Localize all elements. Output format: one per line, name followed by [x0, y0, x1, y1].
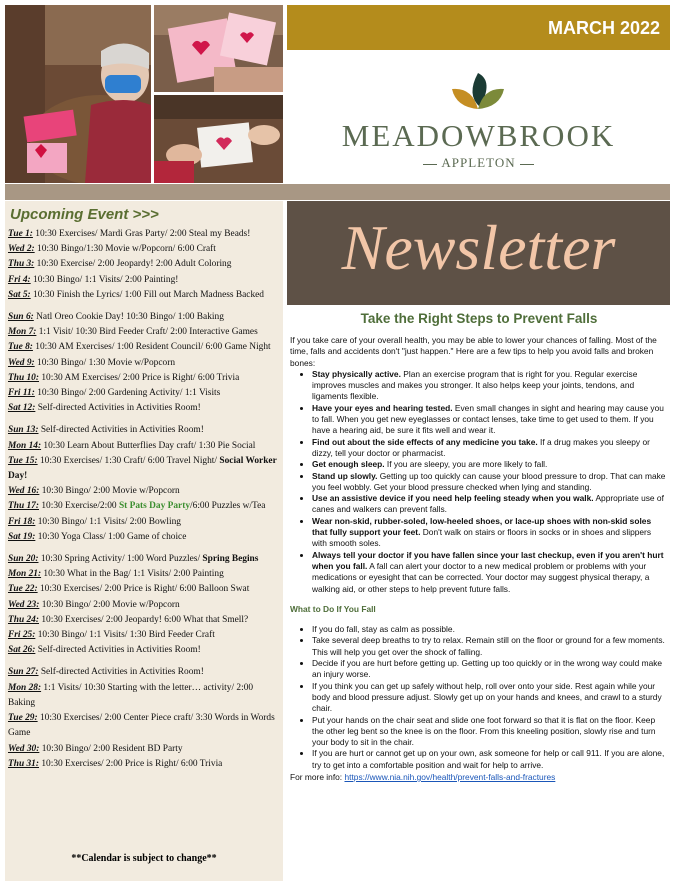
week-gap	[8, 658, 282, 665]
tip-text: Don't walk on stairs or floors in socks or in shoes and slippers with smooth soles.	[312, 527, 652, 549]
entry-text: 10:30 Bingo/ 2:00 Movie w/Popcorn	[39, 486, 180, 497]
upcoming-events-panel	[5, 201, 283, 881]
tip-bold: Get enough sleep.	[312, 459, 385, 470]
entry-text: 10:30 Bingo/ 2:00 Movie w/Popcorn	[39, 599, 180, 610]
entry-text: 10:30 AM Exercises/ 2:00 Price is Right/ 6:00 Trivia	[39, 372, 240, 383]
tip-item	[312, 550, 668, 595]
month-banner	[287, 5, 670, 50]
tip-item	[312, 516, 668, 550]
week-gap	[8, 416, 282, 423]
entry-text: 10:30 Bingo/1:30 Movie w/Popcorn/ 6:00 Craft	[34, 244, 216, 255]
entry-date: Mon 21:	[8, 569, 42, 580]
tip-item	[312, 471, 668, 494]
calendar-entry	[8, 288, 282, 303]
entry-date: Wed 16:	[8, 486, 40, 497]
entry-date: Sat 12:	[8, 403, 36, 414]
entry-text: 10:30 Exercise/2:00	[39, 501, 119, 512]
article-intro: If you take care of your overall health, you may be able to lower your chances of falling. Most of the time, falls and accidents don't "just happen." Here are a few tips to help you avoid falls and broken bones:	[290, 335, 657, 368]
newsletter-banner	[287, 201, 670, 305]
calendar-note: **Calendar is subject to change**	[71, 853, 217, 864]
tip-item	[312, 493, 668, 516]
more-info	[290, 772, 668, 783]
week-gap	[8, 545, 282, 552]
tip-text: Getting up too quickly can cause your blood pressure to drop. That can make you feel wobbly. Get your blood pressure checked when lying and standing.	[312, 470, 666, 492]
calendar-entry	[8, 552, 282, 567]
calendar-entry	[8, 643, 282, 658]
tip-bold: Stay physically active.	[312, 368, 401, 379]
tip-bold: Have your eyes and hearing tested.	[312, 402, 453, 413]
entry-text: Self-directed Activities in Activities Room!	[35, 645, 201, 656]
step-item: • Take several deep breaths to try to relax. Remain still on the floor or ground for a few moments. This will help you get over the shock of falling.	[312, 635, 668, 658]
calendar-entry	[8, 257, 282, 272]
tip-text: Appropriate use of canes and walkers can prevent falls.	[312, 493, 664, 515]
entry-date: Sun 20:	[8, 554, 39, 565]
entry-date: Tue 29:	[8, 713, 38, 724]
calendar-entry	[8, 242, 282, 257]
calendar-entry	[8, 454, 282, 484]
entry-date: Sun 6:	[8, 312, 34, 323]
location-text: APPLETON	[441, 155, 516, 170]
entry-text: 10:30 Exercises/ 2:00 Price is Right/ 6:00 Balloon Swat	[37, 584, 250, 595]
entry-text: Self-directed Activities in Activities Room!	[38, 667, 204, 678]
calendar-entry	[8, 582, 282, 597]
entry-date: Wed 2:	[8, 244, 35, 255]
entry-date: Wed 9:	[8, 357, 35, 368]
entry-date: Tue 1:	[8, 229, 33, 239]
tip-bold: Use an assistive device if you need help feeling steady when you walk.	[312, 493, 594, 504]
entry-date: Mon 7:	[8, 327, 37, 338]
entry-date: Thu 31:	[8, 758, 39, 769]
calendar-entry	[8, 665, 282, 680]
more-info-label: For more info:	[290, 771, 345, 782]
entry-date: Fri 18:	[8, 516, 36, 527]
entry-date: Sun 27:	[8, 667, 39, 678]
calendar-entry	[8, 386, 282, 401]
entry-text: 10:30 Exercises/ 1:30 Craft/ 6:00 Travel Night/	[37, 455, 220, 466]
step-item: • If you do fall, stay as calm as possible.	[312, 624, 668, 635]
entry-text: 10:30 Bingo/ 1:30 Movie w/Popcorn	[34, 357, 176, 368]
tip-item	[312, 369, 668, 403]
article-heading: Take the Right Steps to Prevent Falls	[360, 311, 598, 326]
entry-date: Tue 22:	[8, 584, 38, 595]
entry-date: Tue 8:	[8, 342, 33, 353]
entry-text-tail: /6:00 Puzzles w/Tea	[190, 501, 266, 512]
entry-text: 10:30 Exercises/ Mardi Gras Party/ 2:00 Steal my Beads!	[32, 229, 251, 239]
entry-text: 10:30 Yoga Class/ 1:00 Game of choice	[35, 531, 187, 542]
tip-bold: Find out about the side effects of any medicine you take.	[312, 436, 538, 447]
entry-date: Fri 11:	[8, 388, 35, 399]
photo-heart-cards	[154, 5, 283, 92]
calendar-entry	[8, 484, 282, 499]
entry-text: Natl Oreo Cookie Day! 10:30 Bingo/ 1:00 Baking	[33, 312, 224, 323]
calendar-entry	[8, 227, 282, 242]
tip-item	[312, 403, 668, 437]
entry-highlight: St Pats Day Party	[118, 501, 191, 512]
leaf-logo-icon	[450, 65, 506, 121]
entry-bold: Social Worker Day!	[8, 455, 277, 482]
entry-text: 10:30 Bingo/ 2:00 Gardening Activity/ 1:1 Visits	[34, 388, 221, 399]
entry-text: 10:30 Bingo/ 1:1 Visits/ 2:00 Painting!	[30, 274, 179, 285]
section-heading: What to Do If You Fall	[290, 603, 376, 614]
tip-bold: Wear non-skid, rubber-soled, low-heeled shoes, or lace-up shoes with non-skid soles that fully support your feet.	[312, 515, 652, 538]
photo-resident-with-valentine-cards	[5, 5, 151, 183]
entry-text: 10:30 Exercises/ 2:00 Jeopardy! 6:00 What that Smell?	[39, 614, 249, 625]
entry-date: Fri 25:	[8, 630, 36, 641]
article	[290, 310, 668, 783]
divider	[520, 164, 534, 165]
calendar-entry	[8, 310, 282, 325]
calendar-entry	[8, 499, 282, 514]
calendar-entry	[8, 340, 282, 355]
calendar-entry	[8, 567, 282, 582]
upcoming-title: Upcoming Event >>>	[10, 206, 159, 223]
entry-text: 10:30 What in the Bag/ 1:1 Visits/ 2:00 Painting	[41, 569, 224, 580]
steps-list	[290, 624, 668, 771]
calendar-entry	[8, 530, 282, 545]
entry-text: 10:30 Exercise/ 2:00 Jeopardy! 2:00 Adult Coloring	[34, 259, 232, 270]
divider	[423, 164, 437, 165]
entry-bold: Spring Begins	[202, 554, 259, 565]
issue-month: MARCH 2022	[547, 18, 660, 38]
newsletter-title: Newsletter	[341, 212, 616, 283]
step-item: • Put your hands on the chair seat and slide one foot forward so that it is flat on the floor. Keep the other leg bent so the knee is on the floor. From this kneeling position, slowly rise and turn your body to sit in the chair.	[312, 715, 668, 749]
entry-text: 10:30 Learn About Butterflies Day craft/ 1:30 Pie Social	[41, 440, 256, 451]
divider-bar	[5, 184, 670, 200]
calendar-entry	[8, 439, 282, 454]
tip-text: Even small changes in sight and hearing may cause you to fall. When you get new eyeglasses or contact lenses, take time to get used to them. If you have a hearing aid, be sure it fits well and wear it.	[312, 402, 664, 436]
calendar-entry	[8, 423, 282, 438]
calendar-entry	[8, 515, 282, 530]
tip-text: Plan an exercise program that is right for you. Regular exercise improves muscles and makes you stronger. It also helps keep your joints, tendons, and ligaments flexible.	[312, 368, 638, 402]
brand-location	[287, 155, 670, 171]
tip-item	[312, 459, 668, 470]
step-item: • If you are hurt or cannot get up on your own, ask someone for help or call 911. If you are alone, try to get into a comfortable position and wait for help to arrive.	[312, 748, 668, 771]
calendar-entry	[8, 628, 282, 643]
calendar-list	[8, 227, 282, 772]
entry-text: 10:30 Exercises/ 2:00 Center Piece craft/ 3:30 Words in Words Game	[8, 713, 275, 739]
entry-text: 10:30 Exercises/ 2:00 Price is Right/ 6:00 Trivia	[39, 758, 223, 769]
entry-date: Wed 30:	[8, 743, 40, 754]
more-info-link[interactable]: https://www.nia.nih.gov/health/prevent-falls-and-fractures	[344, 771, 556, 782]
entry-date: Sat 26:	[8, 645, 36, 656]
calendar-entry	[8, 613, 282, 628]
brand-name: MEADOWBROOK	[341, 118, 616, 153]
entry-text: Self-directed Activities in Activities Room!	[38, 425, 204, 436]
entry-date: Tue 15:	[8, 455, 38, 466]
tip-bold: Stand up slowly.	[312, 470, 378, 481]
entry-text: 10:30 AM Exercises/ 1:00 Resident Council/ 6:00 Game Night	[32, 342, 271, 353]
calendar-entry	[8, 742, 282, 757]
photo-hands-crafting	[154, 95, 283, 183]
calendar-entry	[8, 325, 282, 340]
tip-item	[312, 437, 668, 460]
tip-text: A fall can alert your doctor to a new medical problem or problems with your medications or eyesight that can be corrected. Your doctor may suggest physical therapy, a walking aid, or other steps to help prevent future falls.	[312, 560, 650, 594]
entry-date: Mon 28:	[8, 682, 42, 693]
entry-text: 1:1 Visits/ 10:30 Starting with the letter… activity/ 2:00 Baking	[8, 682, 254, 708]
entry-date: Sat 5:	[8, 289, 31, 300]
calendar-entry	[8, 273, 282, 288]
entry-date: Mon 14:	[8, 440, 42, 451]
entry-text: Self-directed Activities in Activities Room!	[35, 403, 201, 414]
entry-text: 10:30 Finish the Lyrics/ 1:00 Fill out March Madness Backed	[30, 289, 264, 300]
entry-date: Sat 19:	[8, 531, 36, 542]
tips-list	[290, 369, 668, 595]
entry-date: Thu 17:	[8, 501, 39, 512]
calendar-entry	[8, 711, 282, 741]
tip-text: If a drug makes you sleepy or dizzy, tell your doctor or pharmacist.	[312, 436, 650, 458]
entry-date: Fri 4:	[8, 274, 31, 285]
entry-date: Thu 24:	[8, 614, 39, 625]
entry-date: Thu 10:	[8, 372, 39, 383]
logo	[287, 55, 670, 180]
calendar-entry	[8, 681, 282, 711]
entry-text: 10:30 Bingo/ 1:1 Visits/ 2:00 Bowling	[35, 516, 181, 527]
calendar-entry	[8, 371, 282, 386]
week-gap	[8, 303, 282, 310]
step-item: • Decide if you are hurt before getting up. Getting up too quickly or in the wrong way could make an injury worse.	[312, 658, 668, 681]
calendar-entry	[8, 757, 282, 772]
entry-text: 10:30 Bingo/ 2:00 Resident BD Party	[39, 743, 183, 754]
calendar-entry	[8, 356, 282, 371]
entry-text: 10:30 Bingo/ 1:1 Visits/ 1:30 Bird Feeder Craft	[35, 630, 215, 641]
entry-date: Wed 23:	[8, 599, 40, 610]
calendar-entry	[8, 598, 282, 613]
calendar-entry	[8, 401, 282, 416]
step-item: • If you think you can get up safely without help, roll over onto your side. Rest again while your body and blood pressure adjust. Slowly get up on your hands and knees, and crawl to a sturdy chair.	[312, 681, 668, 715]
entry-date: Sun 13:	[8, 425, 39, 436]
tip-text: If you are sleepy, you are more likely to fall.	[384, 459, 548, 470]
entry-text: 10:30 Spring Activity/ 1:00 Word Puzzles/	[38, 554, 203, 565]
entry-text: 1:1 Visit/ 10:30 Bird Feeder Craft/ 2:00 Interactive Games	[36, 327, 258, 338]
tip-bold: Always tell your doctor if you have fallen since your last checkup, even if you aren't hurt when you fall.	[312, 549, 664, 571]
entry-date: Thu 3:	[8, 259, 35, 270]
